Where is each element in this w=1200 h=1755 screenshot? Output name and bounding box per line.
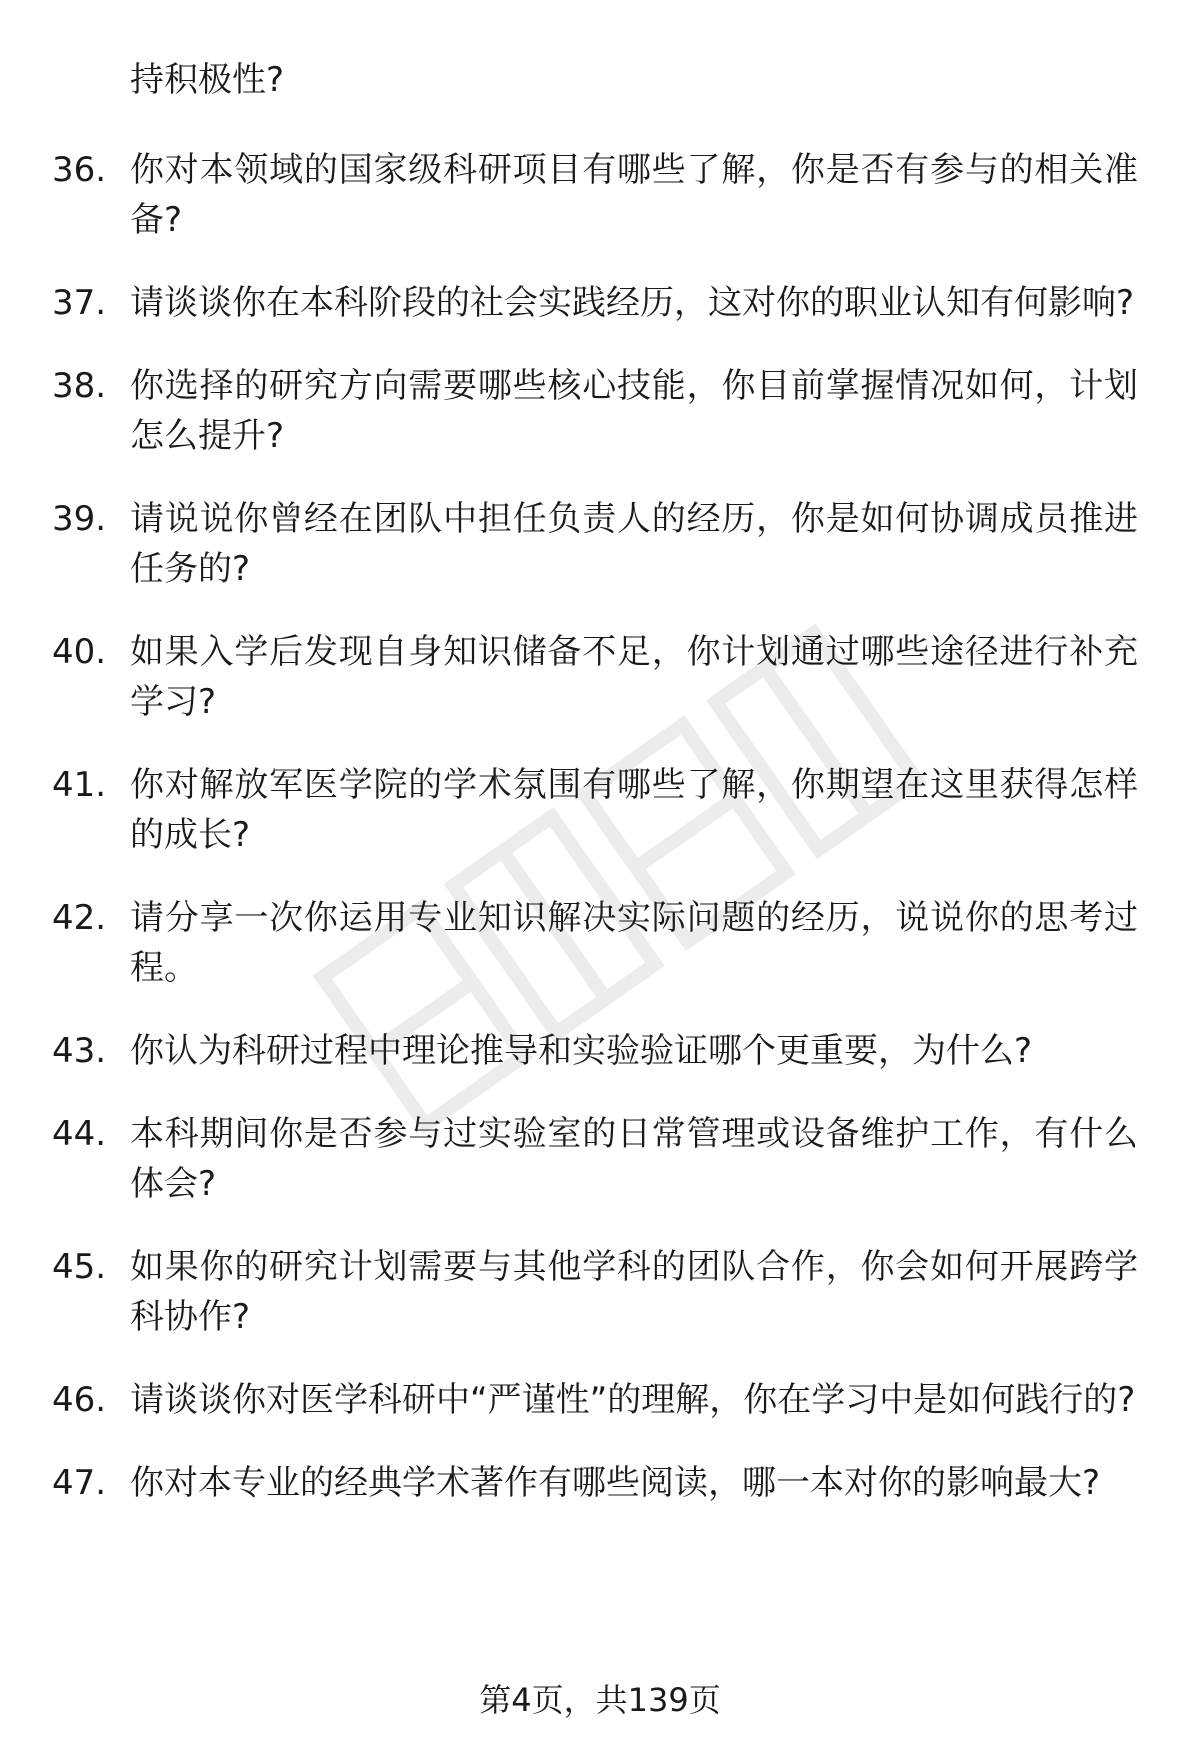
question-item	[0, 494, 1138, 594]
question-number: 46.	[52, 1380, 107, 1420]
continuation-text: 持积极性?	[130, 60, 285, 100]
question-item	[0, 1375, 1138, 1425]
question-number: 47.	[52, 1463, 107, 1503]
question-text: 你对解放军医学院的学术氛围有哪些了解，你期望在这里获得怎样的成长?	[130, 765, 1138, 855]
question-text: 你选择的研究方向需要哪些核心技能，你目前掌握情况如何，计划怎么提升?	[130, 366, 1138, 456]
question-text: 你认为科研过程中理论推导和实验验证哪个更重要，为什么?	[130, 1031, 1033, 1071]
question-text: 请谈谈你对医学科研中“严谨性”的理解，你在学习中是如何践行的?	[130, 1380, 1136, 1420]
question-item	[0, 760, 1138, 860]
question-number: 37.	[52, 283, 107, 323]
question-item	[0, 1026, 1138, 1076]
question-item	[0, 278, 1138, 328]
question-text: 你对本专业的经典学术著作有哪些阅读，哪一本对你的影响最大?	[130, 1463, 1101, 1503]
question-text: 本科期间你是否参与过实验室的日常管理或设备维护工作，有什么体会?	[130, 1114, 1138, 1204]
question-text: 如果入学后发现自身知识储备不足，你计划通过哪些途径进行补充学习?	[130, 632, 1138, 722]
question-number: 44.	[52, 1114, 107, 1154]
question-item	[0, 893, 1138, 993]
question-text: 请说说你曾经在团队中担任负责人的经历，你是如何协调成员推进任务的?	[130, 499, 1138, 589]
question-text: 请分享一次你运用专业知识解决实际问题的经历，说说你的思考过程。	[130, 898, 1138, 988]
question-text: 请谈谈你在本科阶段的社会实践经历，这对你的职业认知有何影响?	[130, 283, 1135, 323]
question-number: 39.	[52, 499, 107, 539]
question-number: 38.	[52, 366, 107, 406]
question-number: 36.	[52, 150, 107, 190]
question-list	[0, 145, 1200, 1541]
question-number: 45.	[52, 1247, 107, 1287]
question-number: 41.	[52, 765, 107, 805]
question-item	[0, 1242, 1138, 1342]
question-text: 如果你的研究计划需要与其他学科的团队合作，你会如何开展跨学科协作?	[130, 1247, 1138, 1337]
question-item	[0, 145, 1138, 245]
question-item	[0, 627, 1138, 727]
question-item	[0, 1109, 1138, 1209]
question-text: 你对本领域的国家级科研项目有哪些了解，你是否有参与的相关准备?	[130, 150, 1138, 240]
page-footer: 第4页，共139页	[479, 1681, 721, 1719]
question-number: 43.	[52, 1031, 107, 1071]
question-item	[0, 1458, 1138, 1508]
question-number: 42.	[52, 898, 107, 938]
question-number: 40.	[52, 632, 107, 672]
question-item	[0, 361, 1138, 461]
